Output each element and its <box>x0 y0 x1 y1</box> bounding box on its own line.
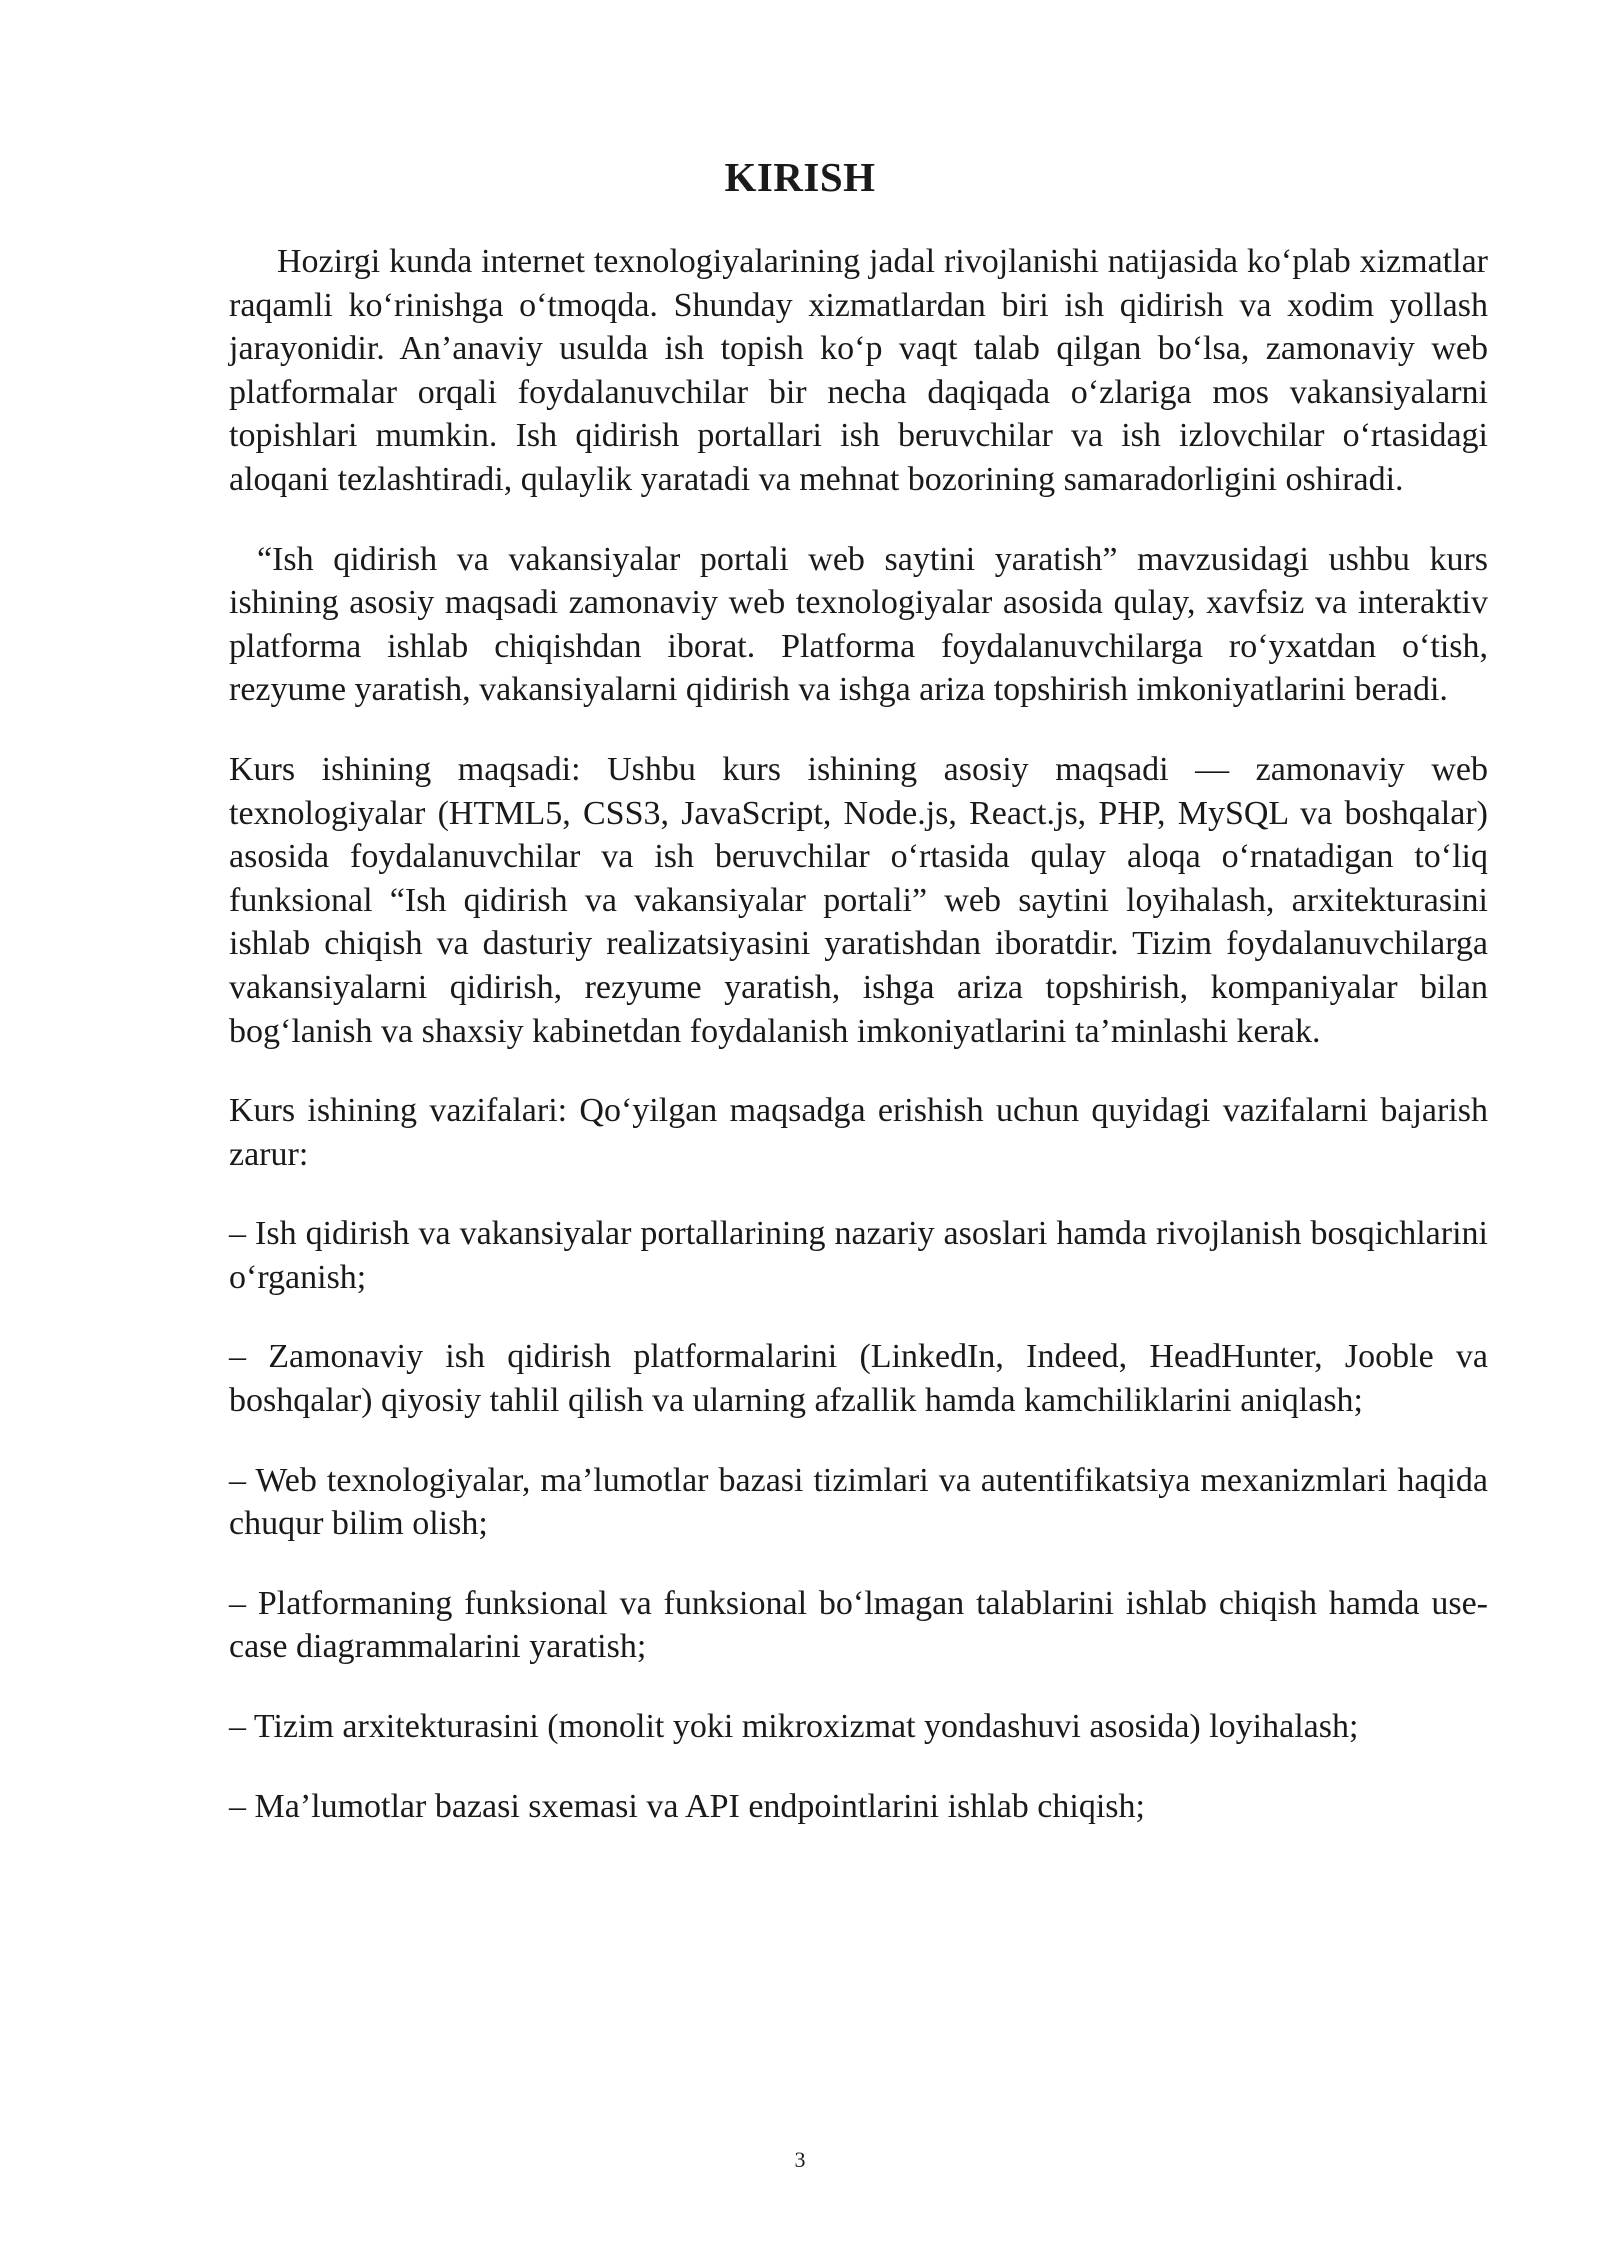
intro-paragraph: Hozirgi kunda internet texnologiyalarining jadal rivojlanishi natijasida ko‘plab xizmatlar raqamli ko‘rinishga o‘tmoqda. Shunday xizmatlardan biri ish qidirish va xodim yollash jarayonidir. An’anaviy usulda ish topish ko‘p vaqt talab qilgan bo‘lsa, zamonaviy web platformalar orqali foydalanuvchilar bir necha daqiqada o‘zlariga mos vakansiyalarni topishlari mumkin. Ish qidirish portallari ish beruvchilar va ish izlovchilar o‘rtasidagi aloqani tezlashtiradi, qulaylik yaratadi va mehnat bozorining samaradorligini oshiradi. <box>229 243 1488 498</box>
task-item: – Zamonaviy ish qidirish platformalarini (LinkedIn, Indeed, HeadHunter, Jooble va boshqalar) qiyosiy tahlil qilish va ularning afzallik hamda kamchiliklarini aniqlash; <box>229 1338 1488 1420</box>
page-title: KIRISH <box>724 154 876 200</box>
task-item: – Ma’lumotlar bazasi sxemasi va API endpointlarini ishlab chiqish; <box>229 1787 1145 1825</box>
task-item: – Tizim arxitekturasini (monolit yoki mikroxizmat yondashuvi asosida) loyihalash; <box>229 1708 1359 1746</box>
page-number: 3 <box>794 2147 806 2172</box>
goal-paragraph: Kurs ishining maqsadi: Ushbu kurs ishining asosiy maqsadi — zamonaviy web texnologiyalar (HTML5, CSS3, JavaScript, Node.js, React.js, PHP, MySQL va boshqalar) asosida foydalanuvchilar va ish beruvchilar o‘rtasida qulay aloqa o‘rnatadigan to‘liq funksional “Ish qidirish va vakansiyalar portali” web saytini loyihalash, arxitekturasini ishlab chiqish va dasturiy realizatsiyasini yaratishdan iboratdir. Tizim foydalanuvchilarga vakansiyalarni qidirish, rezyume yaratish, ishga ariza topshirish, kompaniyalar bilan bog‘lanish va shaxsiy kabinetdan foydalanish imkoniyatlarini ta’minlashi kerak. <box>229 750 1488 1050</box>
document-body <box>229 240 1488 1864</box>
tasks-intro-paragraph: Kurs ishining vazifalari: Qo‘yilgan maqsadga erishish uchun quyidagi vazifalarni bajarish zarur: <box>229 1092 1488 1173</box>
task-item: – Web texnologiyalar, ma’lumotlar bazasi tizimlari va autentifikatsiya mexanizmlari haqida chuqur bilim olish; <box>229 1461 1488 1543</box>
task-item: – Ish qidirish va vakansiyalar portallarining nazariy asoslari hamda rivojlanish bosqichlarini o‘rganish; <box>229 1215 1488 1296</box>
topic-paragraph: “Ish qidirish va vakansiyalar portali web saytini yaratish” mavzusidagi ushbu kurs ishining asosiy maqsadi zamonaviy web texnologiyalar asosida qulay, xavfsiz va interaktiv platforma ishlab chiqishdan iborat. Platforma foydalanuvchilarga ro‘yxatdan o‘tish, rezyume yaratish, vakansiyalarni qidirish va ishga ariza topshirish imkoniyatlarini beradi. <box>229 540 1488 709</box>
task-item: – Platformaning funksional va funksional bo‘lmagan talablarini ishlab chiqish hamda use-case diagrammalarini yaratish; <box>229 1584 1488 1666</box>
